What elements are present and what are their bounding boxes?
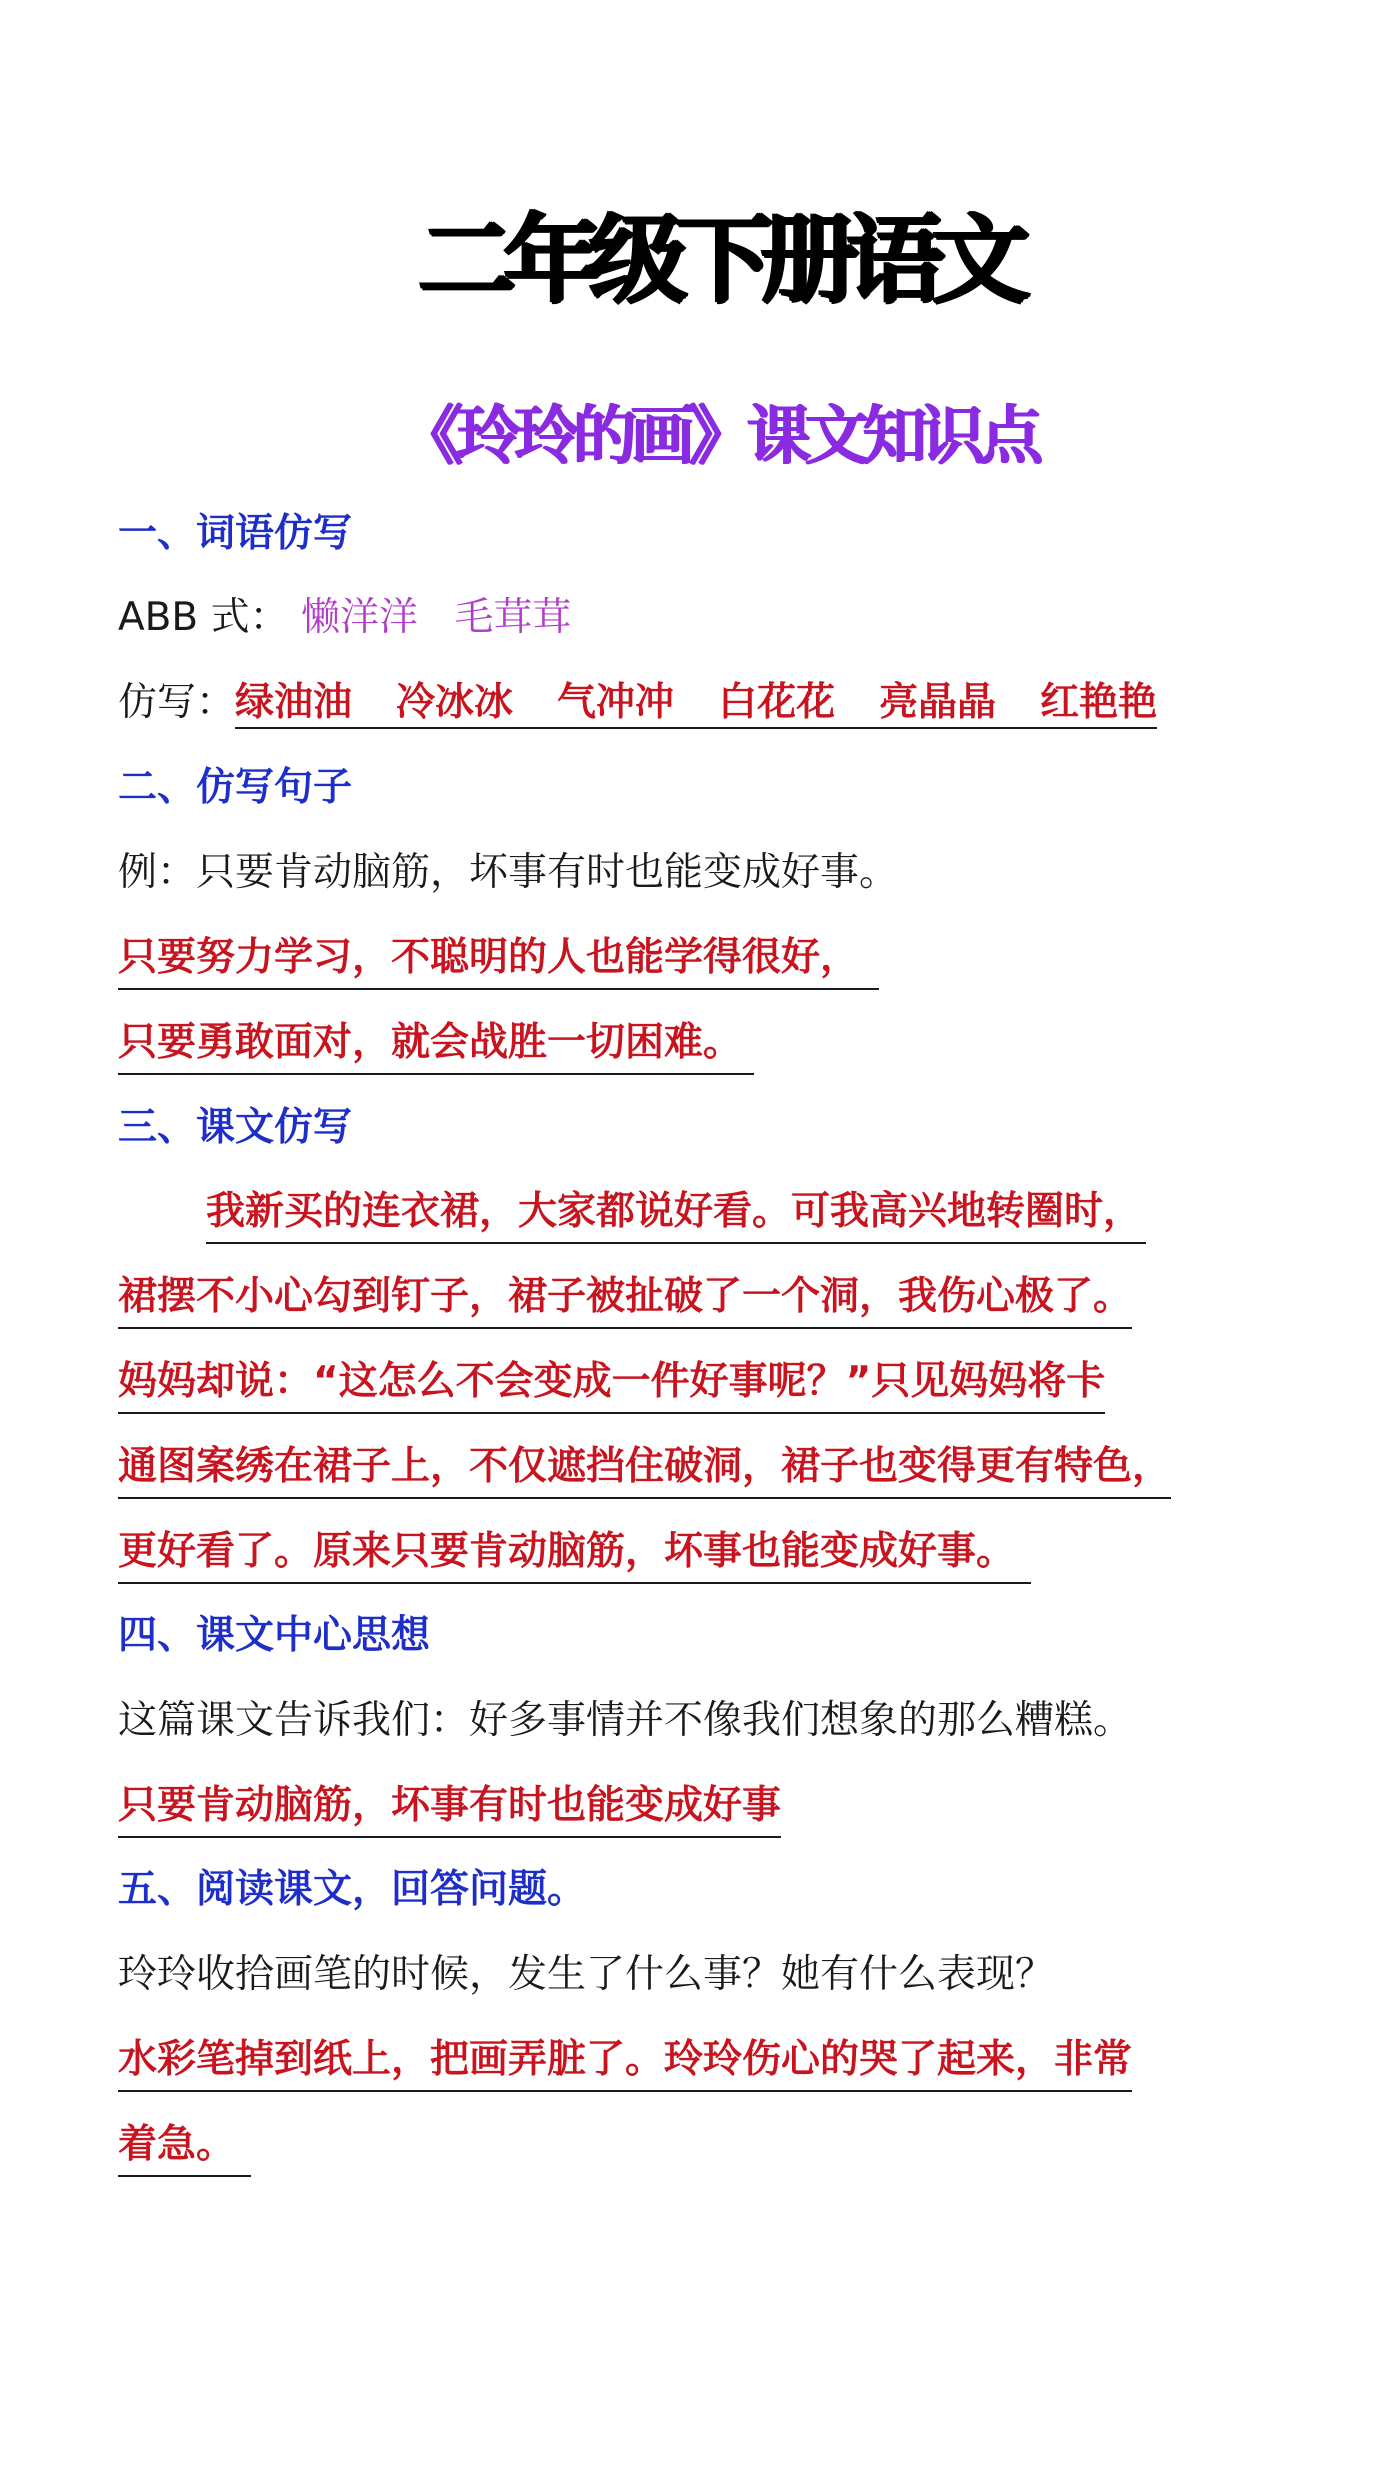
imitate-word: 冷冰冰 bbox=[396, 680, 514, 725]
section-heading-4: 四、课文中心思想 bbox=[118, 1613, 431, 1658]
passage-line: 我新买的连衣裙，大家都说好看。可我高兴地转圈时， bbox=[206, 1184, 1146, 1244]
page-subtitle: 《玲玲的画》课文知识点 bbox=[399, 400, 1037, 474]
imitate-row bbox=[118, 675, 1157, 731]
question-text: 玲玲收拾画笔的时候，发生了什么事？她有什么表现？ bbox=[118, 1952, 1055, 1997]
imitate-word: 绿油油 bbox=[235, 680, 353, 725]
imitate-word: 白花花 bbox=[718, 680, 836, 725]
answer-line: 只要肯动脑筋，坏事有时也能变成好事 bbox=[118, 1778, 781, 1838]
page-title: 二年级下册语文 bbox=[418, 204, 1018, 316]
section-heading-5: 五、阅读课文，回答问题。 bbox=[118, 1867, 587, 1912]
answer-line: 着急。 bbox=[118, 2117, 251, 2177]
imitate-word: 红艳艳 bbox=[1040, 680, 1158, 725]
imitate-word: 气冲冲 bbox=[557, 680, 675, 725]
main-idea-text: 这篇课文告诉我们：好多事情并不像我们想象的那么糟糕。 bbox=[118, 1698, 1133, 1743]
answer-line: 只要勇敢面对，就会战胜一切困难。 bbox=[118, 1015, 754, 1075]
answer-line: 只要努力学习，不聪明的人也能学得很好， bbox=[118, 930, 879, 990]
section-heading-1: 一、词语仿写 bbox=[118, 511, 353, 556]
example-sentence: 例：只要肯动脑筋，坏事有时也能变成好事。 bbox=[118, 850, 899, 895]
abb-label: ABB 式： bbox=[118, 595, 289, 640]
passage-line: 妈妈却说：“这怎么不会变成一件好事呢？”只见妈妈将卡 bbox=[118, 1354, 1105, 1414]
passage-line: 更好看了。原来只要肯动脑筋，坏事也能变成好事。 bbox=[118, 1524, 1031, 1584]
abb-word: 懒洋洋 bbox=[301, 595, 419, 640]
imitate-label: 仿写： bbox=[118, 680, 236, 725]
imitate-word: 亮晶晶 bbox=[879, 680, 997, 725]
passage-line: 裙摆不小心勾到钉子，裙子被扯破了一个洞，我伤心极了。 bbox=[118, 1269, 1132, 1329]
section-heading-3: 三、课文仿写 bbox=[118, 1105, 353, 1150]
imitate-answers bbox=[235, 680, 1157, 729]
passage-line: 通图案绣在裙子上，不仅遮挡住破洞，裙子也变得更有特色， bbox=[118, 1439, 1171, 1499]
abb-row bbox=[118, 590, 571, 646]
section-heading-2: 二、仿写句子 bbox=[118, 765, 353, 810]
answer-line: 水彩笔掉到纸上，把画弄脏了。玲玲伤心的哭了起来，非常 bbox=[118, 2032, 1132, 2092]
abb-word: 毛茸茸 bbox=[454, 595, 572, 640]
